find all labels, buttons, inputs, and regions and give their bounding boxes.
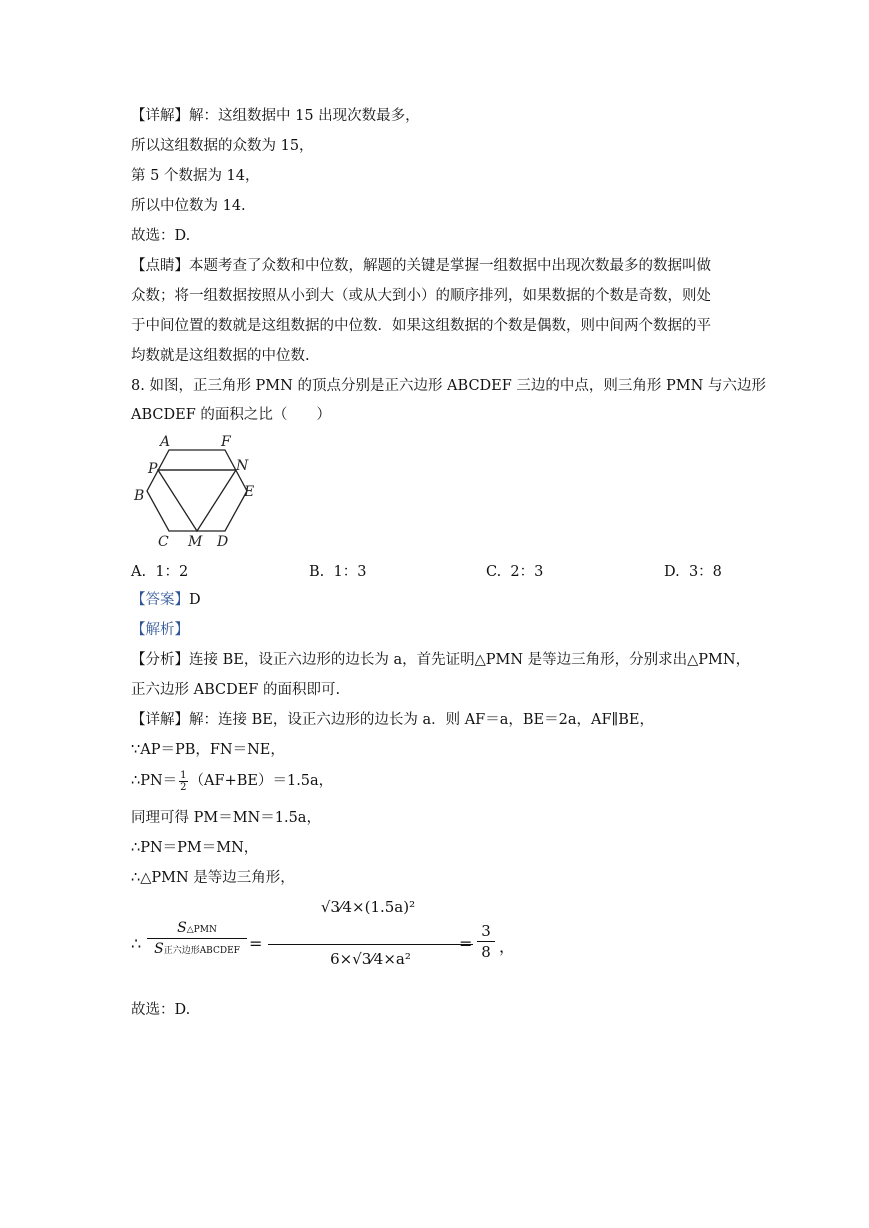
analysis-line-6: 同理可得 PM＝MN＝1.5a，: [131, 810, 321, 826]
formula-lhs: S△PMN S正六边形ABCDEF: [147, 920, 247, 957]
line-5: 故选：D.: [131, 228, 191, 244]
answer-line: 【答案】D: [131, 592, 201, 608]
label-N: N: [236, 458, 249, 474]
therefore-symbol: ∴: [131, 934, 142, 953]
hexagon-figure: [128, 430, 268, 552]
triangle-PMN: [158, 470, 236, 531]
equals-2: =: [459, 934, 473, 953]
analysis-line-2: 正六边形 ABCDEF 的面积即可.: [131, 682, 341, 698]
line-comment: 【点睛】本题考查了众数和中位数，解题的关键是掌握一组数据中出现次数最多的数据叫做: [131, 258, 711, 274]
option-b: B. 1：3: [309, 564, 367, 580]
line-detail-1: 【详解】解：这组数据中 15 出现次数最多，: [131, 108, 420, 124]
pn-line: ∴PN＝ $\frac{1}{2}$ （AF+BE）＝1.5a，: [131, 769, 334, 793]
analysis-tag: 【解析】: [131, 622, 189, 638]
analysis-line-1: 【分析】连接 BE，设正六边形的边长为 a，首先证明△PMN 是等边三角形，分别求出△PMN，: [131, 652, 751, 668]
hexagon-ABCDEF: [147, 450, 247, 531]
line-3: 第 5 个数据为 14，: [131, 168, 260, 184]
line-4: 所以中位数为 14.: [131, 198, 246, 214]
question-8: 8. 如图，正三角形 PMN 的顶点分别是正六边形 ABCDEF 三边的中点，则三角形 PMN 与六边形: [131, 378, 766, 394]
question-8-cont: ABCDEF 的面积之比（ ）: [131, 407, 331, 423]
analysis-line-3: 【详解】解：连接 BE，设正六边形的边长为 a．则 AF＝a，BE＝2a，AF∥BE，: [131, 712, 654, 728]
analysis-line-8: ∴△PMN 是等边三角形，: [131, 870, 295, 886]
label-P: P: [148, 461, 158, 477]
line-2: 所以这组数据的众数为 15，: [131, 138, 314, 154]
label-E: E: [244, 484, 255, 500]
analysis-line-7: ∴PN＝PM＝MN，: [131, 840, 259, 856]
label-C: C: [158, 534, 169, 550]
line-9: 均数就是这组数据的中位数.: [131, 348, 310, 364]
label-M: M: [188, 534, 203, 550]
half-fraction: $\frac{1}{2}$: [180, 769, 187, 793]
line-8: 于中间位置的数就是这组数据的中位数．如果这组数据的个数是偶数，则中间两个数据的平: [131, 318, 711, 334]
label-F: F: [221, 434, 231, 450]
formula-rhs: √3⁄4×(1.5a)² 6×√3⁄4×a²: [268, 898, 472, 994]
formula-comma: ，: [499, 937, 516, 956]
label-D: D: [217, 534, 229, 550]
option-d: D. 3：8: [664, 564, 722, 580]
final-choice: 故选：D.: [131, 1002, 191, 1018]
analysis-line-4: ∵AP＝PB，FN＝NE，: [131, 742, 285, 758]
area-ratio-formula: [131, 898, 516, 994]
label-B: B: [134, 488, 145, 504]
option-a: A. 1：2: [131, 564, 189, 580]
equals-1: =: [249, 934, 263, 953]
line-7: 众数；将一组数据按照从小到大（或从大到小）的顺序排列，如果数据的个数是奇数，则处: [131, 288, 711, 304]
option-c: C. 2：3: [486, 564, 544, 580]
formula-result: 3 8: [477, 922, 495, 961]
label-A: A: [160, 434, 171, 450]
